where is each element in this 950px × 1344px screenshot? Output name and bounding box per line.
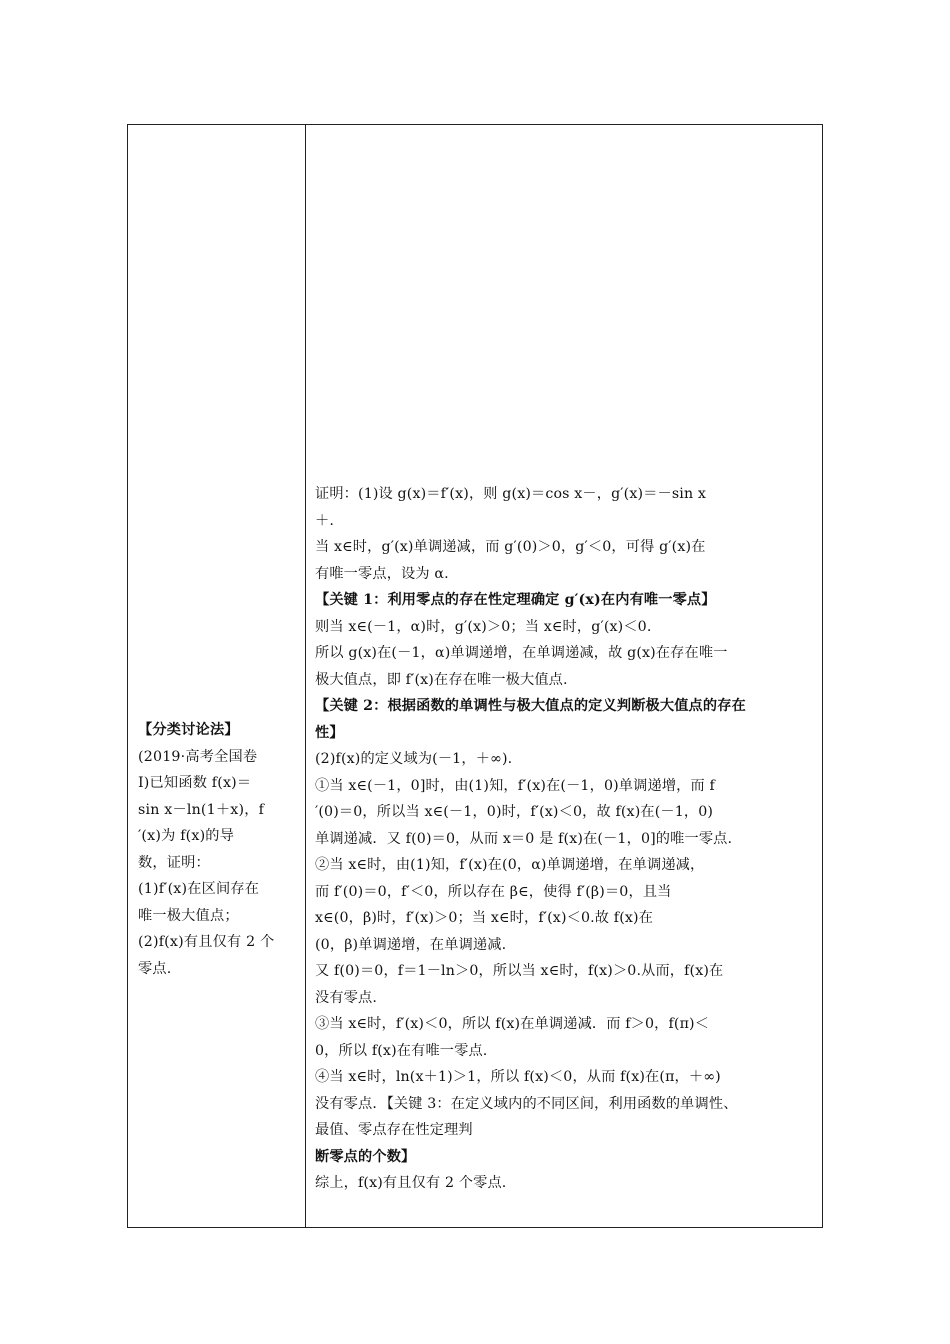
problem-line: ′(x)为 f(x)的导 [138,828,235,844]
solution-line: ①当 x∈(－1，0]时，由(1)知，f′(x)在(－1，0)单调递增，而 f [315,777,715,794]
problem-line: sin x－ln(1＋x)，f [138,801,265,818]
key-point-2-cont: 性】 [315,724,344,741]
method-heading: 【分类讨论法】 [138,722,239,738]
problem-line: 数，证明： [138,854,210,871]
key-point-1: 【关键 1：利用零点的存在性定理确定 g′(x)在内有唯一零点】 [315,592,716,608]
solution-line: ②当 x∈时，由(1)知，f′(x)在(0，α)单调递增，在单调递减， [315,857,705,873]
content-table [127,124,823,1228]
solution-line: ③当 x∈时，f′(x)＜0，所以 f(x)在单调递减．而 f＞0，f(π)＜ [315,1016,710,1032]
solution-line: 最值、零点存在性定理判 [315,1122,473,1138]
problem-line: Ⅰ)已知函数 f(x)＝ [138,775,252,791]
solution-line: 极大值点，即 f′(x)在存在唯一极大值点. [315,671,568,688]
problem-line: 唯一极大值点； [138,907,239,924]
problem-line: (1)f′(x)在区间存在 [138,881,260,897]
solution-line: 单调递减．又 f(0)＝0，从而 x＝0 是 f(x)在(－1，0]的唯一零点. [315,830,733,847]
solution-line: 当 x∈时，g′(x)单调递减，而 g′(0)＞0，g′＜0，可得 g′(x)在 [315,539,706,555]
solution-line: 0，所以 f(x)在有唯一零点. [315,1042,488,1059]
key-point-3-end: 断零点的个数】 [315,1148,416,1165]
solution-line: (2)f(x)的定义域为(－1，＋∞). [315,751,513,767]
solution-line: 没有零点. [315,989,378,1006]
solution-line: 没有零点．【关键 3：在定义域内的不同区间，利用函数的单调性、 [315,1095,738,1112]
conclusion-line: 综上，f(x)有且仅有 2 个零点. [315,1175,507,1191]
problem-line: (2019·高考全国卷 [138,748,258,765]
solution-line: 则当 x∈(－1，α)时，g′(x)＞0；当 x∈时，g′(x)＜0. [315,618,652,635]
problem-line: 零点. [138,960,172,977]
problem-cell [138,717,300,982]
solution-line: (0，β)单调递增，在单调递减. [315,936,507,953]
solution-line: 所以 g(x)在(－1，α)单调递增，在单调递减，故 g(x)在存在唯一 [315,645,728,661]
column-divider [305,125,306,1227]
solution-line: 而 f′(0)＝0，f′＜0，所以存在 β∈，使得 f′(β)＝0，且当 [315,883,672,900]
solution-line: 证明：(1)设 g(x)＝f′(x)，则 g(x)＝cos x－，g′(x)＝－sin x [315,486,707,502]
key-point-2: 【关键 2：根据函数的单调性与极大值点的定义判断极大值点的存在 [315,698,746,714]
problem-line: (2)f(x)有且仅有 2 个 [138,934,275,950]
solution-line: ′(0)＝0，所以当 x∈(－1，0)时，f′(x)＜0，故 f(x)在(－1，0) [315,804,714,820]
solution-line: 有唯一零点，设为 α. [315,565,449,582]
solution-line: x∈(0，β)时，f′(x)＞0；当 x∈时，f′(x)＜0.故 f(x)在 [315,910,654,926]
solution-line: ＋. [315,512,334,529]
solution-cell [315,481,817,1197]
solution-line: 又 f(0)＝0，f＝1－ln＞0，所以当 x∈时，f(x)＞0.从而，f(x)在 [315,963,724,979]
solution-line: ④当 x∈时，ln(x＋1)＞1，所以 f(x)＜0，从而 f(x)在(π，＋∞) [315,1069,721,1085]
